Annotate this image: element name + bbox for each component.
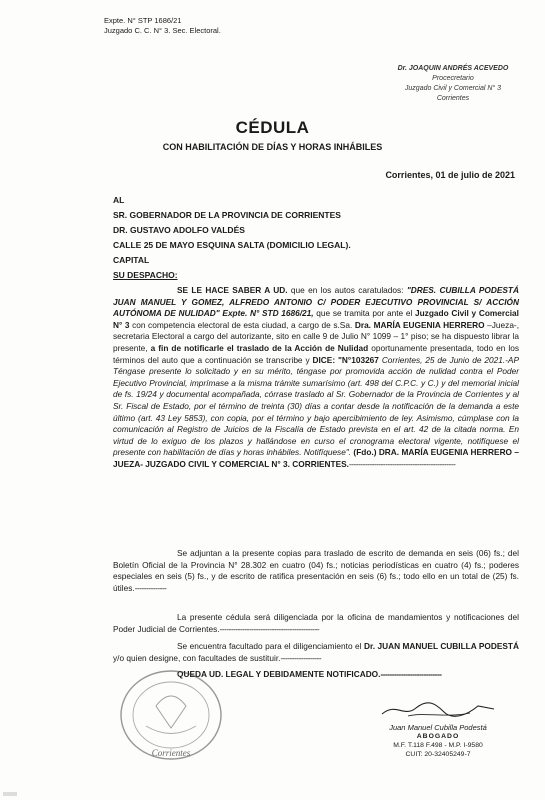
p1-s10: oportunamente presentada, todo en los términos del auto que a continuación se transcribe y (113, 342, 519, 365)
p1-s5: Juzgado Civil y Comercial N° 3 (113, 308, 519, 330)
p2-text: Se adjuntan a la presente copias para traslado de escrito de demanda en seis (06) fs.; del Boletín Oficial de la Provincia N° 28.302 en cuatro (04) fs.; noticias periodísticas en cuatro (4) fs.; poderes especiales en seis (5) fs., y de escrito de ratifica presentación en seis (6) fs.; todo ello en un total de (25) fs. útiles. (113, 548, 519, 593)
court-seal-icon (116, 666, 226, 764)
p1-s12: Corrientes, 25 de Junio de 2021.-AP Téngase presente lo solicitado y en su mérito, téngase por promovida acción de nulidad contra el Poder Ejecutivo Provincial, imprímase a la misma trámite sumarísimo (art. 498 del C.P.C. y C.) y del memorial inicial de fs. 19/24 y documental acompañada, córrase traslado al Sr. Gobernador de la Provincia de Corrientes y al Sr. Fiscal de Estado, por el término de treinta (30) días a contar desde la notificación de la demanda a este último (art. 43 Ley 5853), con copia, por el término y bajo apercibimiento de ley. Asimismo, cúmplase con la comunicación al Registro de Juicios de la Fiscalía de Estado prevista en el art. 42 de la citada norma. En virtud de lo exiguo de los plazos y hallándose en curso el cronograma electoral vigente, notifíquese el presente con habilitación de días y horas inhábiles. Notifíquese". (113, 354, 519, 458)
p1-s9: a fin de notificarle el traslado de la Acción de Nulidad (150, 342, 369, 353)
scan-mark (3, 792, 17, 796)
p1-s6: con competencia electoral de esta ciudad, a cargo de s.Sa. (129, 319, 355, 330)
stamp-court: Juzgado Civil y Comercial N° 3 (404, 85, 502, 92)
addressee-block (113, 193, 351, 268)
p1-s11: DICE: "N°103267 (312, 354, 379, 365)
addressee-line4: CAPITAL (113, 255, 150, 265)
paragraph-authorized (113, 641, 519, 664)
paragraph-attachments (113, 548, 519, 594)
p4-s3: y/o quien designe, con facultades de sustituir. (113, 652, 281, 663)
signature-mat: M.F. T.118 F.498 - M.P. I-9580 (393, 742, 483, 749)
header-juzgado: Juzgado C. C. N° 3. Sec. Electoral. (104, 26, 221, 35)
p1-s7: Dra. MARÍA EUGENIA HERRERO (354, 319, 485, 330)
p5-dash: --------------------------- (380, 669, 442, 679)
p4-dash: ------------------ (280, 652, 322, 663)
p1-s1: SE LE HACE SABER A UD. (177, 285, 288, 295)
official-stamp (388, 64, 518, 104)
addressee-line2: DR. GUSTAVO ADOLFO VALDÉS (113, 225, 245, 235)
su-despacho-heading: SU DESPACHO: (113, 270, 178, 280)
p3-text: La presente cédula será diligenciada por la oficina de mandamientos y notificaciones del Poder Judicial de Corrientes. (113, 612, 519, 634)
paragraph-notification (113, 285, 519, 471)
seal-city: Corrientes (151, 748, 191, 758)
p1-s2: que en los autos caratulados: (287, 285, 407, 295)
header-expte: Expte. N° STP 1686/21 (104, 16, 182, 25)
p1-s4: que se tramita por ante el (313, 308, 415, 319)
signature-role: ABOGADO (416, 733, 460, 740)
p4-s1: Se encuentra facultado para el diligenciamiento el (177, 641, 364, 651)
handwritten-signature-icon (378, 700, 498, 720)
p1-s13: (Fdo.) DRA. MARÍA EUGENIA HERRERO –JUEZA- JUZGADO CIVIL Y COMERCIAL N° 3. CORRIENTES. (113, 447, 519, 469)
addressee-line3: CALLE 25 DE MAYO ESQUINA SALTA (DOMICILIO LEGAL). (113, 240, 351, 250)
p4-s2: Dr. JUAN MANUEL CUBILLA PODESTÁ (363, 641, 519, 651)
stamp-title: Procecretario (432, 75, 474, 82)
p5-text: QUEDA UD. LEGAL Y DEBIDAMENTE NOTIFICADO. (177, 669, 381, 679)
p1-s3: "DRES. CUBILLA PODESTÁ JUAN MANUEL Y GOMEZ, ALFREDO ANTONIO C/ PODER EJECUTIVO PROVINCIAL S/ ACCIÓN AUTÓNOMA DE NULIDAD" Expte. N° STD 1686/21, (113, 285, 519, 319)
paragraph-diligence (113, 612, 519, 635)
signature-block (358, 700, 518, 759)
addressee-al: AL (113, 195, 125, 205)
addressee-line1: SR. GOBERNADOR DE LA PROVINCIA DE CORRIENTES (113, 210, 341, 220)
document-title: CÉDULA (235, 118, 310, 137)
signature-cuit: CUIT: 20-32405249-7 (405, 751, 471, 758)
p2-dash: -------------- (134, 582, 167, 593)
p3-dash: -------------------------------------------- (219, 623, 320, 634)
p1-s8: –Jueza-, secretaria Electoral a cargo del autorizante, sito en calle 9 de Julio N° 1099 – 1° piso; se ha dispuesto librar la presente, (113, 319, 519, 353)
document-subtitle: CON HABILITACIÓN DE DÍAS Y HORAS INHÁBILES (162, 142, 383, 152)
p1-dash: ----------------------------------------------- (348, 458, 456, 469)
signature-name: Juan Manuel Cubilla Podestá (389, 723, 487, 732)
stamp-city: Corrientes (436, 95, 470, 102)
header-block (104, 16, 221, 36)
stamp-name: Dr. JOAQUIN ANDRÉS ACEVEDO (397, 65, 509, 72)
document-date: Corrientes, 01 de julio de 2021 (385, 170, 515, 180)
